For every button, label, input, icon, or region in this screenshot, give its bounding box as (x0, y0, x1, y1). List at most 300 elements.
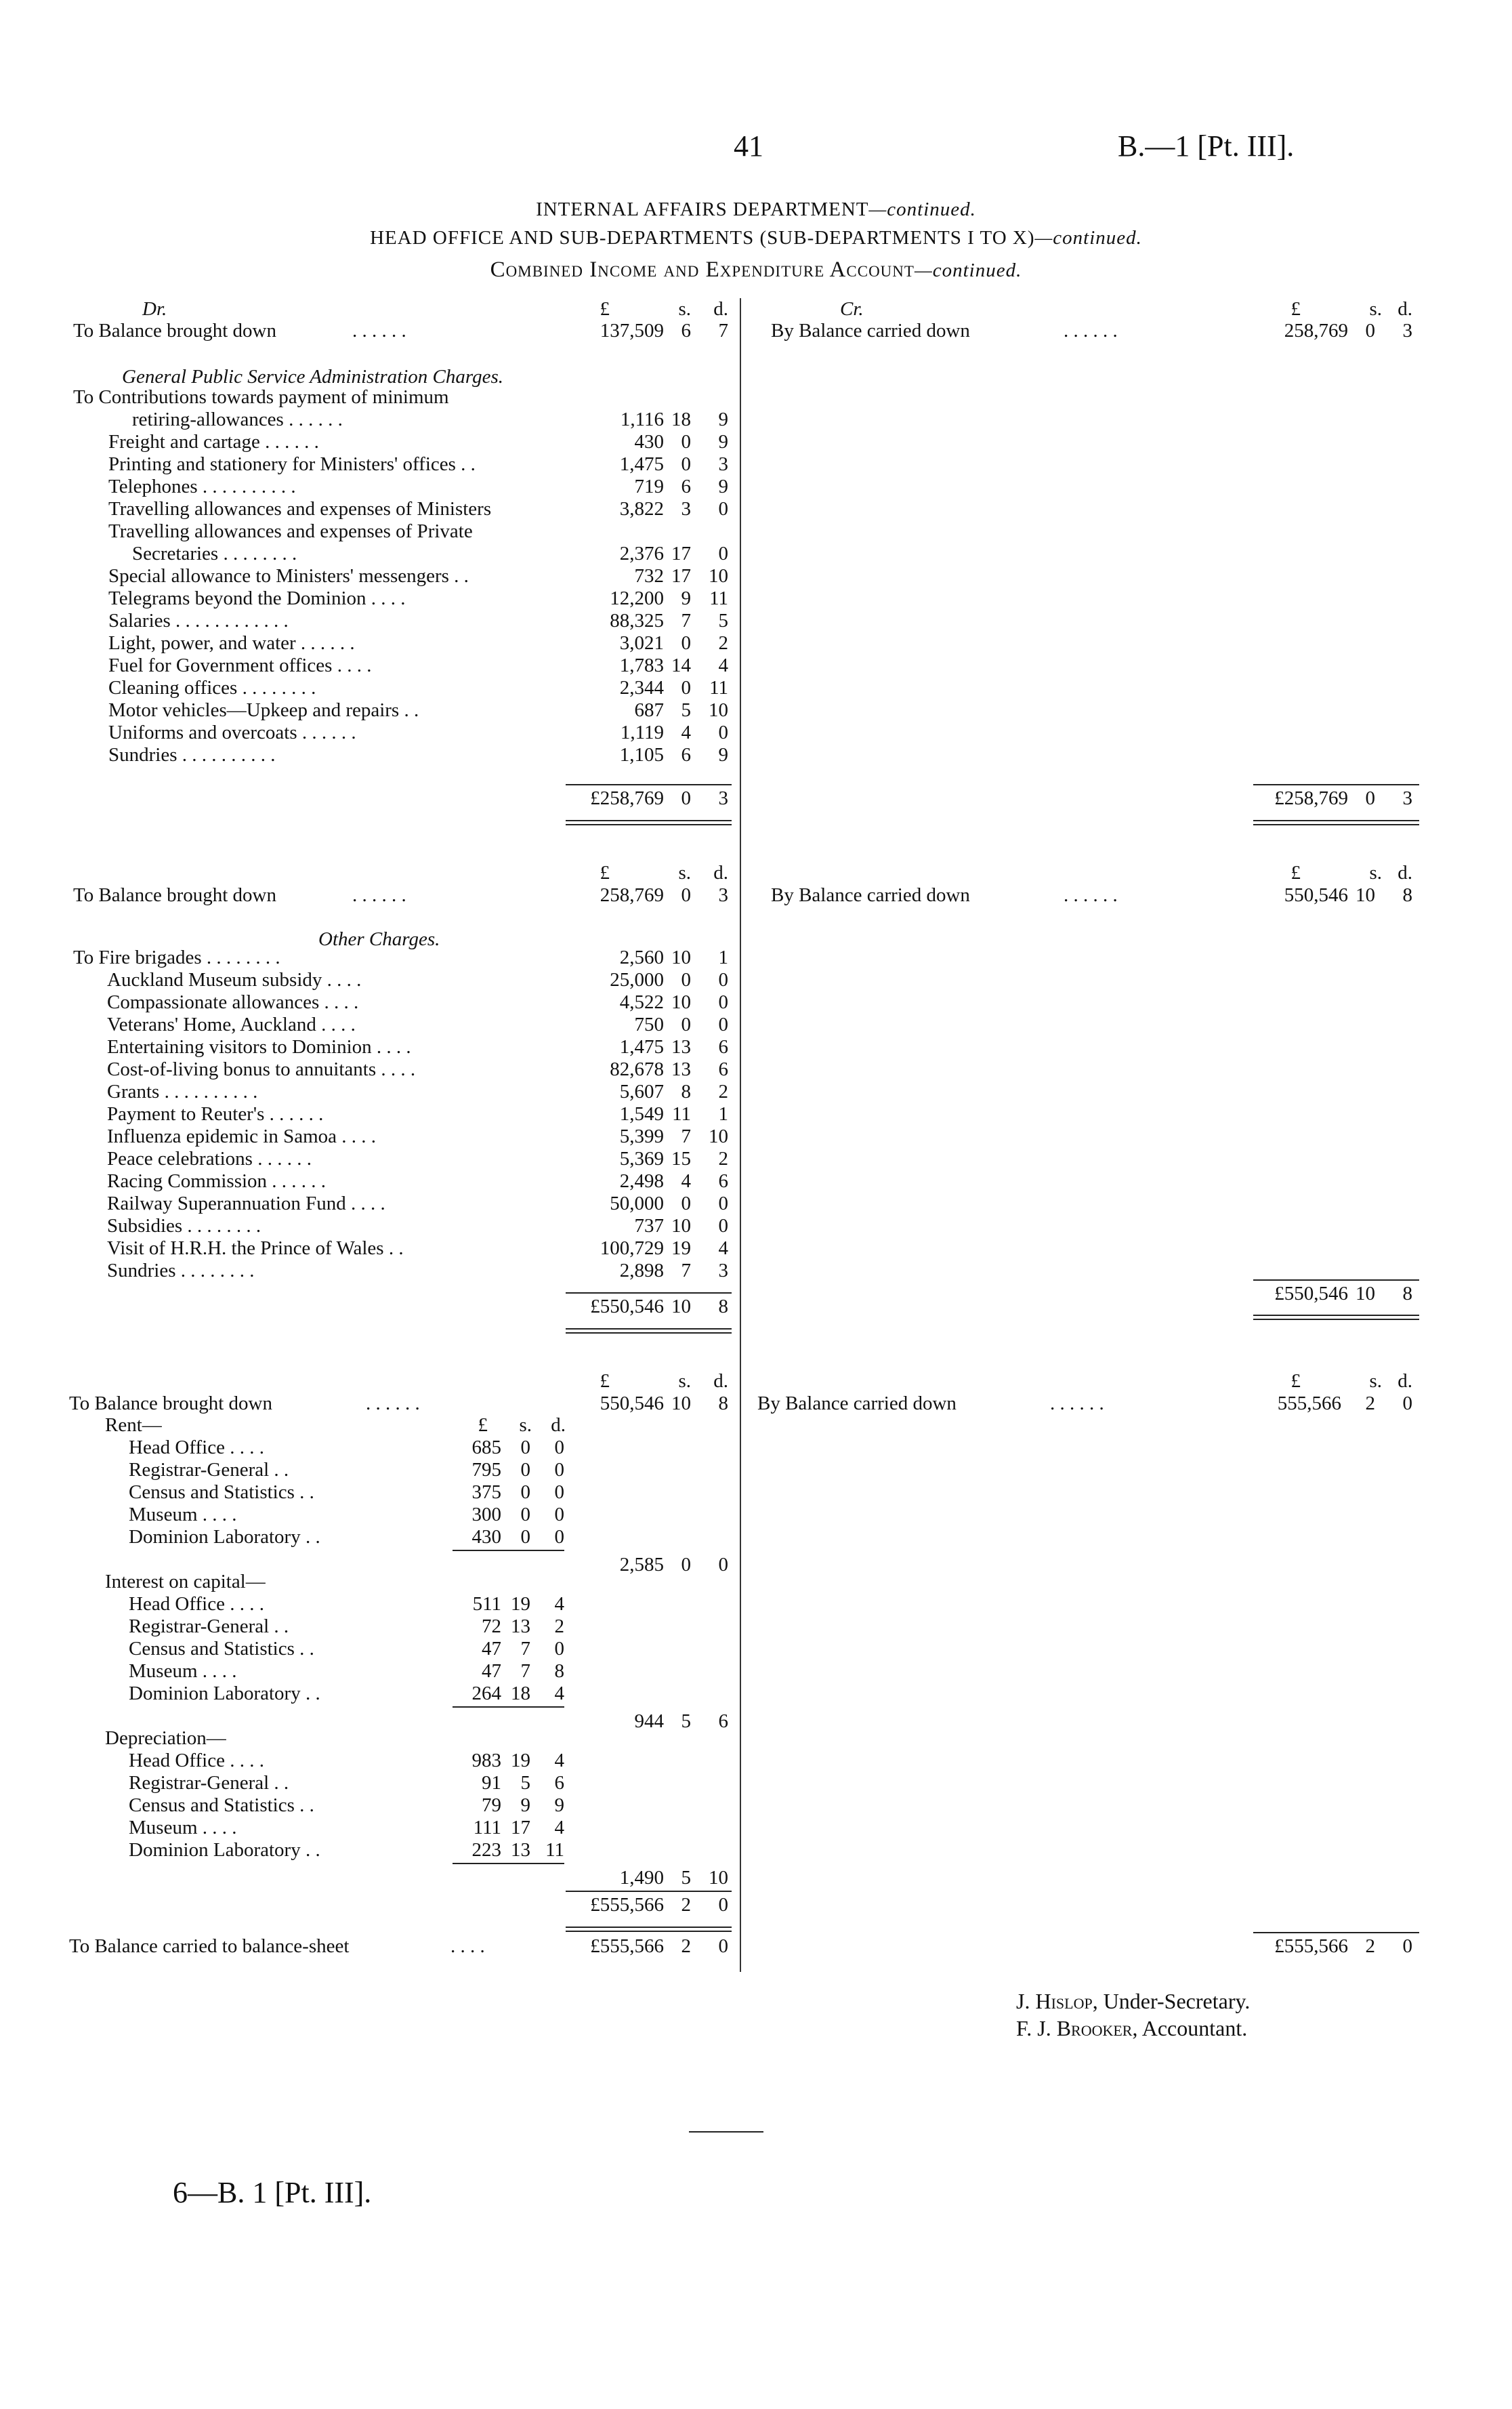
s2-item-label: Visit of H.R.H. the Prince of Wales . . (107, 1237, 404, 1259)
heading-account-text: Combined Income and Expenditure Account (490, 258, 915, 282)
s1-item-pound: 1,475 (619, 453, 664, 475)
s3-cr-total-shilling: 2 (1365, 1935, 1375, 1957)
s3-credit-shilling: 2 (1365, 1393, 1375, 1414)
s1-item-pound: 2,376 (619, 543, 664, 564)
s2-item-pence: 6 (718, 1058, 728, 1080)
footer-rule (689, 2131, 763, 2133)
s2-item-pound: 1,475 (619, 1036, 664, 1058)
cr-label: Cr. (840, 298, 864, 320)
s3-credit-label: By Balance carried down (757, 1393, 957, 1414)
s2-item-pence: 0 (718, 1215, 728, 1237)
s3-carried-pound: £555,566 (590, 1935, 664, 1957)
s3-group-item-pence: 4 (554, 1593, 564, 1615)
s3-group-subtotal-pence: 10 (709, 1867, 728, 1889)
s3-group-item-shilling: 5 (520, 1772, 530, 1794)
s1-item-label: Travelling allowances and expenses of Private (108, 520, 473, 542)
s3-group-item-pound: 47 (482, 1660, 501, 1682)
s1-total-pound: £258,769 (590, 787, 664, 809)
s1-item-pence: 2 (718, 632, 728, 654)
s2-total-double-rule (566, 1328, 732, 1334)
s1-col-pound: £ (600, 298, 610, 320)
s2-item-pence: 4 (718, 1237, 728, 1259)
s3-group-item-label: Head Office . . . . (129, 1437, 264, 1458)
s1-item-label: Motor vehicles—Upkeep and repairs . . (108, 699, 419, 721)
s3-credit-pound: 555,566 (1277, 1393, 1341, 1414)
s3-group-item-pence: 0 (554, 1638, 564, 1660)
s2-cr-total-rule (1253, 1279, 1419, 1281)
s1-item-pence: 0 (718, 498, 728, 520)
s2-cr-total-double-rule (1253, 1315, 1419, 1320)
s2-col-shilling: s. (678, 862, 691, 884)
s3-opening-shilling: 10 (671, 1393, 691, 1414)
s2-item-label: Auckland Museum subsidy . . . . (107, 969, 362, 991)
s1-cr-col-pence: d. (1398, 298, 1412, 320)
heading-department-continued: —continued. (868, 199, 976, 220)
s2-opening-label: To Balance brought down (73, 884, 276, 906)
s3-group-subtotal-shilling: 5 (681, 1710, 691, 1732)
s2-total-rule (566, 1292, 732, 1294)
heading-account-continued: —continued. (914, 260, 1022, 281)
page-reference: B.—1 [Pt. III]. (1118, 129, 1295, 163)
s2-opening-shilling: 0 (681, 884, 691, 906)
page-number: 41 (734, 129, 763, 163)
s3-group-item-pound: 511 (472, 1593, 501, 1615)
s3-group-item-shilling: 0 (520, 1481, 530, 1503)
s3-group-item-pence: 8 (554, 1660, 564, 1682)
s1-item-label: Telegrams beyond the Dominion . . . . (108, 588, 406, 609)
s1-item-pence: 0 (718, 722, 728, 743)
s2-cr-total-pence: 8 (1402, 1283, 1412, 1304)
s2-item-pound: 2,898 (619, 1260, 664, 1281)
s1-cr-total-rule (1253, 784, 1419, 785)
s3-col-shilling: s. (678, 1370, 691, 1392)
s3-group-item-pound: 79 (482, 1794, 501, 1816)
s3-group-item-pence: 0 (554, 1481, 564, 1503)
s2-total-shilling: 10 (671, 1296, 691, 1317)
s2-item-label: Grants . . . . . . . . . . (107, 1081, 258, 1103)
s3-group-item-shilling: 7 (520, 1660, 530, 1682)
s1-item-shilling: 0 (681, 677, 691, 699)
s2-item-pence: 3 (718, 1260, 728, 1281)
heading-department-text: INTERNAL AFFAIRS DEPARTMENT (536, 199, 869, 220)
s2-item-shilling: 0 (681, 1014, 691, 1035)
s3-group-item-shilling: 0 (520, 1459, 530, 1481)
s2-item-label: Subsidies . . . . . . . . (107, 1215, 261, 1237)
s2-item-shilling: 10 (671, 1215, 691, 1237)
s1-item-pence: 9 (718, 476, 728, 497)
s1-item-pound: 88,325 (610, 610, 664, 632)
s3-group-item-shilling: 9 (520, 1794, 530, 1816)
s2-item-label: Peace celebrations . . . . . . (107, 1148, 312, 1170)
s3-cr-col-pence: d. (1398, 1370, 1412, 1392)
s2-item-pence: 0 (718, 1014, 728, 1035)
s3-group-item-shilling: 19 (511, 1593, 530, 1615)
s2-item-shilling: 13 (671, 1036, 691, 1058)
s1-item-label: retiring-allowances . . . . . . (132, 409, 343, 430)
s1-item-pence: 0 (718, 543, 728, 564)
s3-group-item-shilling: 13 (511, 1839, 530, 1861)
s2-subheading: Other Charges. (318, 928, 440, 950)
s3-group-subtotal-pence: 0 (718, 1554, 728, 1576)
s2-item-shilling: 0 (681, 1193, 691, 1214)
s3-inner-col-shilling: s. (519, 1414, 532, 1436)
s3-total-rule (566, 1891, 732, 1892)
s3-group-title: Interest on capital— (105, 1571, 266, 1592)
s1-item-pence: 11 (709, 588, 728, 609)
s3-group-item-pence: 11 (545, 1839, 564, 1861)
s1-item-label: Cleaning offices . . . . . . . . (108, 677, 316, 699)
s2-item-label: Veterans' Home, Auckland . . . . (107, 1014, 356, 1035)
s2-item-pound: 25,000 (610, 969, 664, 991)
s2-item-shilling: 4 (681, 1170, 691, 1192)
s1-credit-label: By Balance carried down (771, 320, 970, 342)
s3-group-item-label: Census and Statistics . . (129, 1638, 314, 1660)
s3-cr-col-shilling: s. (1369, 1370, 1382, 1392)
s3-group-item-label: Dominion Laboratory . . (129, 1526, 320, 1548)
s3-group-item-label: Census and Statistics . . (129, 1794, 314, 1816)
s3-cr-total-pence: 0 (1402, 1935, 1412, 1957)
s3-group-item-pound: 983 (471, 1750, 501, 1771)
s3-carried-shilling: 2 (681, 1935, 691, 1957)
s1-opening-pence: 7 (718, 320, 728, 342)
s3-group-title: Depreciation— (105, 1727, 226, 1749)
s1-item-shilling: 7 (681, 610, 691, 632)
s1-col-pence: d. (713, 298, 728, 320)
s2-item-pence: 2 (718, 1081, 728, 1103)
s1-cr-total-pence: 3 (1402, 787, 1412, 809)
s2-credit-shilling: 10 (1356, 884, 1375, 906)
s3-group-item-shilling: 19 (511, 1750, 530, 1771)
s3-group-item-pence: 2 (554, 1615, 564, 1637)
s2-credit-pence: 8 (1402, 884, 1412, 906)
s3-inner-col-pound: £ (478, 1414, 488, 1436)
s3-total-pence: 0 (718, 1894, 728, 1916)
s3-group-item-label: Registrar-General . . (129, 1615, 289, 1637)
s1-item-pence: 9 (718, 744, 728, 766)
center-divider (740, 298, 741, 1972)
s3-group-item-shilling: 13 (511, 1615, 530, 1637)
s3-group-item-pence: 4 (554, 1817, 564, 1838)
s1-item-pence: 3 (718, 453, 728, 475)
s3-total-pound: £555,566 (590, 1894, 664, 1916)
s2-item-pence: 6 (718, 1036, 728, 1058)
footer-reference: 6—B. 1 [Pt. III]. (173, 2176, 372, 2209)
s3-group-item-label: Head Office . . . . (129, 1750, 264, 1771)
s1-item-pound: 3,021 (619, 632, 664, 654)
s2-item-label: Influenza epidemic in Samoa . . . . (107, 1126, 377, 1147)
s2-col-pound: £ (600, 862, 610, 884)
s1-item-pound: 1,116 (620, 409, 664, 430)
s3-group-item-pound: 91 (482, 1772, 501, 1794)
s1-item-pence: 10 (709, 699, 728, 721)
signature-under-secretary-title: , Under-Secretary. (1092, 1989, 1251, 2013)
s3-group-item-pound: 430 (471, 1526, 501, 1548)
heading-office (0, 227, 1512, 249)
s2-item-pound: 750 (634, 1014, 664, 1035)
signature-accountant-name: F. J. Brooker (1016, 2016, 1133, 2040)
s3-group-rule (453, 1863, 564, 1864)
s3-group-item-label: Dominion Laboratory . . (129, 1839, 320, 1861)
s3-group-item-shilling: 18 (511, 1683, 530, 1704)
s1-item-label: Travelling allowances and expenses of Ministers (108, 498, 492, 520)
s1-item-label: Light, power, and water . . . . . . (108, 632, 355, 654)
s1-opening-label: To Balance brought down (73, 320, 276, 342)
s1-total-pence: 3 (718, 787, 728, 809)
s2-item-pence: 0 (718, 1193, 728, 1214)
s1-item-label: Secretaries . . . . . . . . (132, 543, 297, 564)
s3-group-item-pound: 111 (473, 1817, 501, 1838)
s3-total-shilling: 2 (681, 1894, 691, 1916)
s1-credit-shilling: 0 (1365, 320, 1375, 342)
heading-department (0, 199, 1512, 221)
s2-cr-total-shilling: 10 (1356, 1283, 1375, 1304)
s2-item-shilling: 0 (681, 969, 691, 991)
s1-item-pence: 10 (709, 565, 728, 587)
s1-item-shilling: 5 (681, 699, 691, 721)
s3-opening-dots: . . . . . . (366, 1393, 420, 1414)
s1-opening-pound: 137,509 (600, 320, 664, 342)
s2-item-shilling: 8 (681, 1081, 691, 1103)
s2-item-shilling: 11 (672, 1103, 691, 1125)
s2-item-shilling: 13 (671, 1058, 691, 1080)
s1-item-pence: 9 (718, 409, 728, 430)
s3-group-item-pence: 0 (554, 1504, 564, 1525)
s1-item-shilling: 9 (681, 588, 691, 609)
s2-item-pound: 82,678 (610, 1058, 664, 1080)
s3-group-item-pence: 0 (554, 1437, 564, 1458)
signature-under-secretary (1016, 1989, 1250, 2014)
signature-accountant-title: , Accountant. (1132, 2016, 1248, 2040)
s3-group-item-pound: 223 (471, 1839, 501, 1861)
s3-group-item-label: Census and Statistics . . (129, 1481, 314, 1503)
s2-item-pence: 1 (718, 1103, 728, 1125)
s3-opening-pound: 550,546 (600, 1393, 664, 1414)
s2-item-label: Racing Commission . . . . . . (107, 1170, 327, 1192)
s1-item-shilling: 3 (681, 498, 691, 520)
s2-item-shilling: 7 (681, 1260, 691, 1281)
s3-inner-col-pence: d. (551, 1414, 566, 1436)
s1-item-label: Printing and stationery for Ministers' offices . . (108, 453, 476, 475)
s2-item-pound: 100,729 (600, 1237, 664, 1259)
s3-group-item-label: Museum . . . . (129, 1817, 237, 1838)
s2-item-pence: 1 (718, 947, 728, 968)
s2-item-label: To Fire brigades . . . . . . . . (73, 947, 280, 968)
s2-total-pound: £550,546 (590, 1296, 664, 1317)
s3-group-item-pound: 375 (471, 1481, 501, 1503)
s1-item-shilling: 0 (681, 431, 691, 453)
s3-group-item-pence: 0 (554, 1459, 564, 1481)
s1-item-shilling: 0 (681, 453, 691, 475)
s2-item-shilling: 7 (681, 1126, 691, 1147)
s2-item-pence: 6 (718, 1170, 728, 1192)
s1-item-label: To Contributions towards payment of minimum (73, 386, 449, 408)
s3-cr-total-pound: £555,566 (1274, 1935, 1348, 1957)
s2-item-label: Payment to Reuter's . . . . . . (107, 1103, 324, 1125)
s2-item-label: Sundries . . . . . . . . (107, 1260, 255, 1281)
s1-item-shilling: 17 (671, 565, 691, 587)
s3-carried-dots: . . . . (450, 1935, 485, 1957)
s2-item-pound: 5,399 (619, 1126, 664, 1147)
dr-label: Dr. (142, 298, 167, 320)
s1-total-rule (566, 784, 732, 785)
s3-group-item-label: Museum . . . . (129, 1660, 237, 1682)
s3-group-item-shilling: 17 (511, 1817, 530, 1838)
s3-group-item-shilling: 0 (520, 1504, 530, 1525)
s3-group-subtotal-pound: 944 (634, 1710, 664, 1732)
heading-office-text: HEAD OFFICE AND SUB-DEPARTMENTS (SUB-DEPARTMENTS I TO X) (370, 227, 1035, 249)
s3-group-item-pound: 300 (471, 1504, 501, 1525)
s2-item-pound: 737 (634, 1215, 664, 1237)
s2-item-pence: 0 (718, 969, 728, 991)
s2-item-pound: 5,607 (619, 1081, 664, 1103)
s2-item-pence: 10 (709, 1126, 728, 1147)
s1-item-label: Special allowance to Ministers' messengers . . (108, 565, 469, 587)
s1-cr-total-pound: £258,769 (1274, 787, 1348, 809)
s1-cr-col-pound: £ (1290, 298, 1301, 320)
s1-item-pound: 430 (634, 431, 664, 453)
s1-item-shilling: 14 (671, 655, 691, 676)
s1-credit-dots: . . . . . . (1064, 320, 1118, 342)
s1-item-pound: 687 (634, 699, 664, 721)
s3-group-subtotal-pence: 6 (718, 1710, 728, 1732)
s2-item-shilling: 19 (671, 1237, 691, 1259)
s3-group-item-pence: 9 (554, 1794, 564, 1816)
signature-accountant (1016, 2016, 1247, 2041)
s3-group-subtotal-shilling: 0 (681, 1554, 691, 1576)
s3-opening-pence: 8 (718, 1393, 728, 1414)
s1-cr-col-shilling: s. (1369, 298, 1382, 320)
signature-under-secretary-name: J. Hislop (1016, 1989, 1093, 2013)
s1-item-pence: 11 (709, 677, 728, 699)
s3-cr-total-rule (1253, 1932, 1419, 1933)
s3-group-item-label: Museum . . . . (129, 1504, 237, 1525)
s1-item-shilling: 0 (681, 632, 691, 654)
s1-item-label: Fuel for Government offices . . . . (108, 655, 372, 676)
s1-total-shilling: 0 (681, 787, 691, 809)
s3-group-rule (453, 1706, 564, 1708)
s2-opening-dots: . . . . . . (352, 884, 406, 906)
s3-group-item-shilling: 0 (520, 1437, 530, 1458)
s2-total-pence: 8 (718, 1296, 728, 1317)
s3-group-item-label: Registrar-General . . (129, 1459, 289, 1481)
s2-cr-col-shilling: s. (1369, 862, 1382, 884)
s1-item-pound: 1,119 (620, 722, 664, 743)
s2-opening-pence: 3 (718, 884, 728, 906)
s3-total-double-rule (566, 1927, 732, 1932)
s3-group-item-pound: 47 (482, 1638, 501, 1660)
s1-item-pound: 719 (634, 476, 664, 497)
s2-item-pound: 1,549 (619, 1103, 664, 1125)
s1-item-label: Salaries . . . . . . . . . . . . (108, 610, 289, 632)
s3-cr-col-pound: £ (1290, 1370, 1301, 1392)
s3-group-subtotal-shilling: 5 (681, 1867, 691, 1889)
s3-group-item-pound: 795 (471, 1459, 501, 1481)
s2-item-pound: 2,498 (619, 1170, 664, 1192)
s1-item-shilling: 18 (671, 409, 691, 430)
s2-item-label: Entertaining visitors to Dominion . . . . (107, 1036, 411, 1058)
s2-item-pound: 4,522 (619, 991, 664, 1013)
s3-group-item-shilling: 0 (520, 1526, 530, 1548)
s1-item-pound: 12,200 (610, 588, 664, 609)
s3-group-subtotal-pound: 1,490 (619, 1867, 664, 1889)
heading-office-continued: —continued. (1034, 227, 1142, 249)
s3-opening-label: To Balance brought down (69, 1393, 272, 1414)
s2-cr-total-pound: £550,546 (1274, 1283, 1348, 1304)
s1-item-pound: 1,783 (619, 655, 664, 676)
s3-col-pence: d. (713, 1370, 728, 1392)
s3-credit-pence: 0 (1402, 1393, 1412, 1414)
s3-group-subtotal-pound: 2,585 (619, 1554, 664, 1576)
s2-item-shilling: 10 (671, 991, 691, 1013)
s1-item-shilling: 6 (681, 744, 691, 766)
s3-group-item-pound: 72 (482, 1615, 501, 1637)
s1-item-label: Uniforms and overcoats . . . . . . (108, 722, 356, 743)
s1-item-pound: 1,105 (619, 744, 664, 766)
s3-credit-dots: . . . . . . (1050, 1393, 1104, 1414)
s2-credit-dots: . . . . . . (1064, 884, 1118, 906)
s1-credit-pound: 258,769 (1284, 320, 1348, 342)
s3-group-rule (453, 1550, 564, 1551)
s1-item-pence: 4 (718, 655, 728, 676)
s1-item-shilling: 6 (681, 476, 691, 497)
s3-group-item-pound: 264 (471, 1683, 501, 1704)
s1-item-pound: 3,822 (619, 498, 664, 520)
s2-item-pound: 5,369 (619, 1148, 664, 1170)
s1-item-shilling: 4 (681, 722, 691, 743)
s1-opening-shilling: 6 (681, 320, 691, 342)
s2-cr-col-pound: £ (1290, 862, 1301, 884)
s3-col-pound: £ (600, 1370, 610, 1392)
s2-item-label: Cost-of-living bonus to annuitants . . . . (107, 1058, 416, 1080)
s1-col-shilling: s. (678, 298, 691, 320)
s2-credit-label: By Balance carried down (771, 884, 970, 906)
s2-credit-pound: 550,546 (1284, 884, 1348, 906)
s1-item-pence: 5 (718, 610, 728, 632)
s1-item-label: Sundries . . . . . . . . . . (108, 744, 276, 766)
s3-group-item-pence: 6 (554, 1772, 564, 1794)
s3-group-item-label: Head Office . . . . (129, 1593, 264, 1615)
s1-subheading: General Public Service Administration Charges. (122, 366, 504, 388)
s1-cr-total-shilling: 0 (1365, 787, 1375, 809)
s3-group-item-shilling: 7 (520, 1638, 530, 1660)
s1-item-label: Freight and cartage . . . . . . (108, 431, 319, 453)
s1-credit-pence: 3 (1402, 320, 1412, 342)
s2-item-shilling: 15 (671, 1148, 691, 1170)
s1-item-pound: 732 (634, 565, 664, 587)
s3-group-title: Rent— (105, 1414, 162, 1436)
s3-group-item-pence: 0 (554, 1526, 564, 1548)
s3-group-item-pence: 4 (554, 1683, 564, 1704)
s1-item-label: Telephones . . . . . . . . . . (108, 476, 296, 497)
s2-item-pence: 2 (718, 1148, 728, 1170)
s2-cr-col-pence: d. (1398, 862, 1412, 884)
s3-carried-label: To Balance carried to balance-sheet (69, 1935, 350, 1957)
s2-item-label: Railway Superannuation Fund . . . . (107, 1193, 385, 1214)
s2-item-pound: 2,560 (619, 947, 664, 968)
s2-opening-pound: 258,769 (600, 884, 664, 906)
s3-group-item-label: Dominion Laboratory . . (129, 1683, 320, 1704)
s1-item-pence: 9 (718, 431, 728, 453)
s3-carried-pence: 0 (718, 1935, 728, 1957)
heading-account (0, 258, 1512, 283)
s3-group-item-pence: 4 (554, 1750, 564, 1771)
s2-item-pound: 50,000 (610, 1193, 664, 1214)
s1-item-pound: 2,344 (619, 677, 664, 699)
s1-cr-total-double-rule (1253, 820, 1419, 825)
s1-opening-dots: . . . . . . (352, 320, 406, 342)
s3-group-item-pound: 685 (471, 1437, 501, 1458)
s2-item-pence: 0 (718, 991, 728, 1013)
